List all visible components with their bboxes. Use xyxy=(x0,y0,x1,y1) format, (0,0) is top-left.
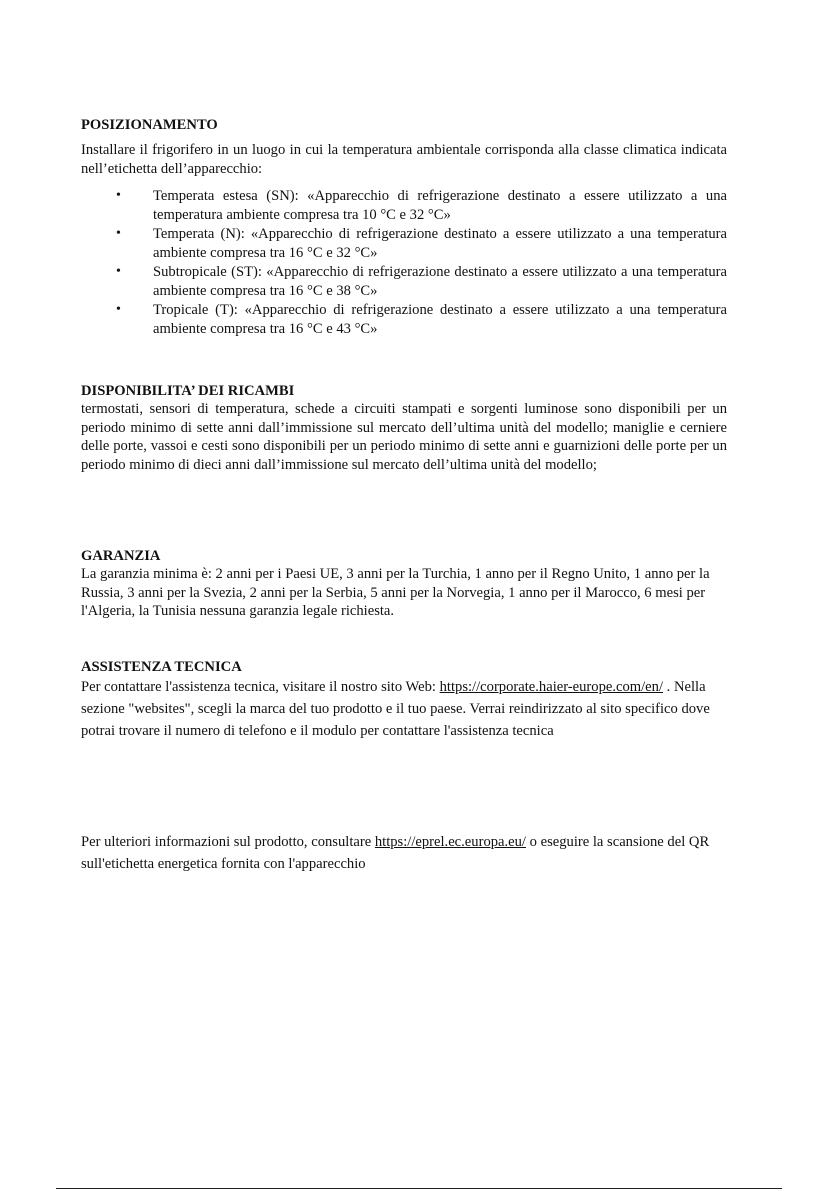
warranty-section xyxy=(81,547,727,621)
support-text: Per contattare l'assistenza tecnica, visitare il nostro sito Web: https://corporate.haier-europe.com/en/ . Nella sezione "websites", scegli la marca del tuo prodotto e il tuo paese. Verrai reindirizzato al sito specifico dove potrai trovare il numero di telefono e il modulo per contattare l'assistenza tecnica xyxy=(81,679,710,739)
more-info-text: Per ulteriori informazioni sul prodotto, consultare https://eprel.ec.europa.eu/ o eseguire la scansione del QR sull'etichetta energetica fornita con l'apparecchio xyxy=(81,834,710,872)
positioning-intro: Installare il frigorifero in un luogo in cui la temperatura ambientale corrisponda alla classe climatica indicata nell’etichetta dell’apparecchio: xyxy=(81,142,727,177)
warranty-title: GARANZIA xyxy=(81,548,161,564)
list-item: • Tropicale (T): «Apparecchio di refrigerazione destinato a essere utilizzato a una temperatura ambiente compresa tra 16 °C e 43 °C» xyxy=(116,302,727,337)
more-info-section xyxy=(81,831,727,875)
bullet-icon: • xyxy=(116,302,121,317)
list-item: • Subtropicale (ST): «Apparecchio di refrigerazione destinato a essere utilizzato a una temperatura ambiente compresa tra 16 °C e 38 °C» xyxy=(116,264,727,299)
bullet-icon: • xyxy=(116,188,121,203)
warranty-text: La garanzia minima è: 2 anni per i Paesi UE, 3 anni per la Turchia, 1 anno per il Regno Unito, 1 anno per la Russia, 3 anni per la Svezia, 2 anni per la Serbia, 5 anni per la Norvegia, 1 anno per il Marocco, 6 mesi per l'Algeria, la Tunisia nessuna garanzia legale richiesta. xyxy=(81,566,710,619)
bullet-icon: • xyxy=(116,264,121,279)
list-item: • Temperata (N): «Apparecchio di refrigerazione destinato a essere utilizzato a una temperatura ambiente compresa tra 16 °C e 32 °C» xyxy=(116,226,727,261)
footer-divider xyxy=(56,1188,782,1189)
support-title: ASSISTENZA TECNICA xyxy=(81,659,242,675)
eprel-link[interactable]: https://eprel.ec.europa.eu/ xyxy=(374,834,526,850)
support-section xyxy=(81,658,747,742)
spare-parts-section xyxy=(81,382,727,474)
spare-parts-text: termostati, sensori di temperatura, schede a circuiti stampati e sorgenti luminose sono disponibili per un periodo minimo di sette anni dall’immissione sul mercato dell’ultima unità del modello; maniglie e cerniere delle porte, vassoi e cesti sono disponibili per un periodo minimo di sette anni e guarnizioni delle porte per un periodo minimo di dieci anni dall’immissione sul mercato dell’ultima unità del modello; xyxy=(81,401,727,473)
climate-class-list xyxy=(81,187,727,338)
positioning-section xyxy=(81,116,727,339)
positioning-title: POSIZIONAMENTO xyxy=(81,117,218,133)
bullet-icon: • xyxy=(116,226,121,241)
support-website-link[interactable]: https://corporate.haier-europe.com/en/ xyxy=(439,679,664,695)
spare-parts-title: DISPONIBILITA’ DEI RICAMBI xyxy=(81,383,295,399)
list-item: • Temperata estesa (SN): «Apparecchio di refrigerazione destinato a essere utilizzato a una temperatura ambiente compresa tra 10 °C e 32 °C» xyxy=(116,188,727,223)
